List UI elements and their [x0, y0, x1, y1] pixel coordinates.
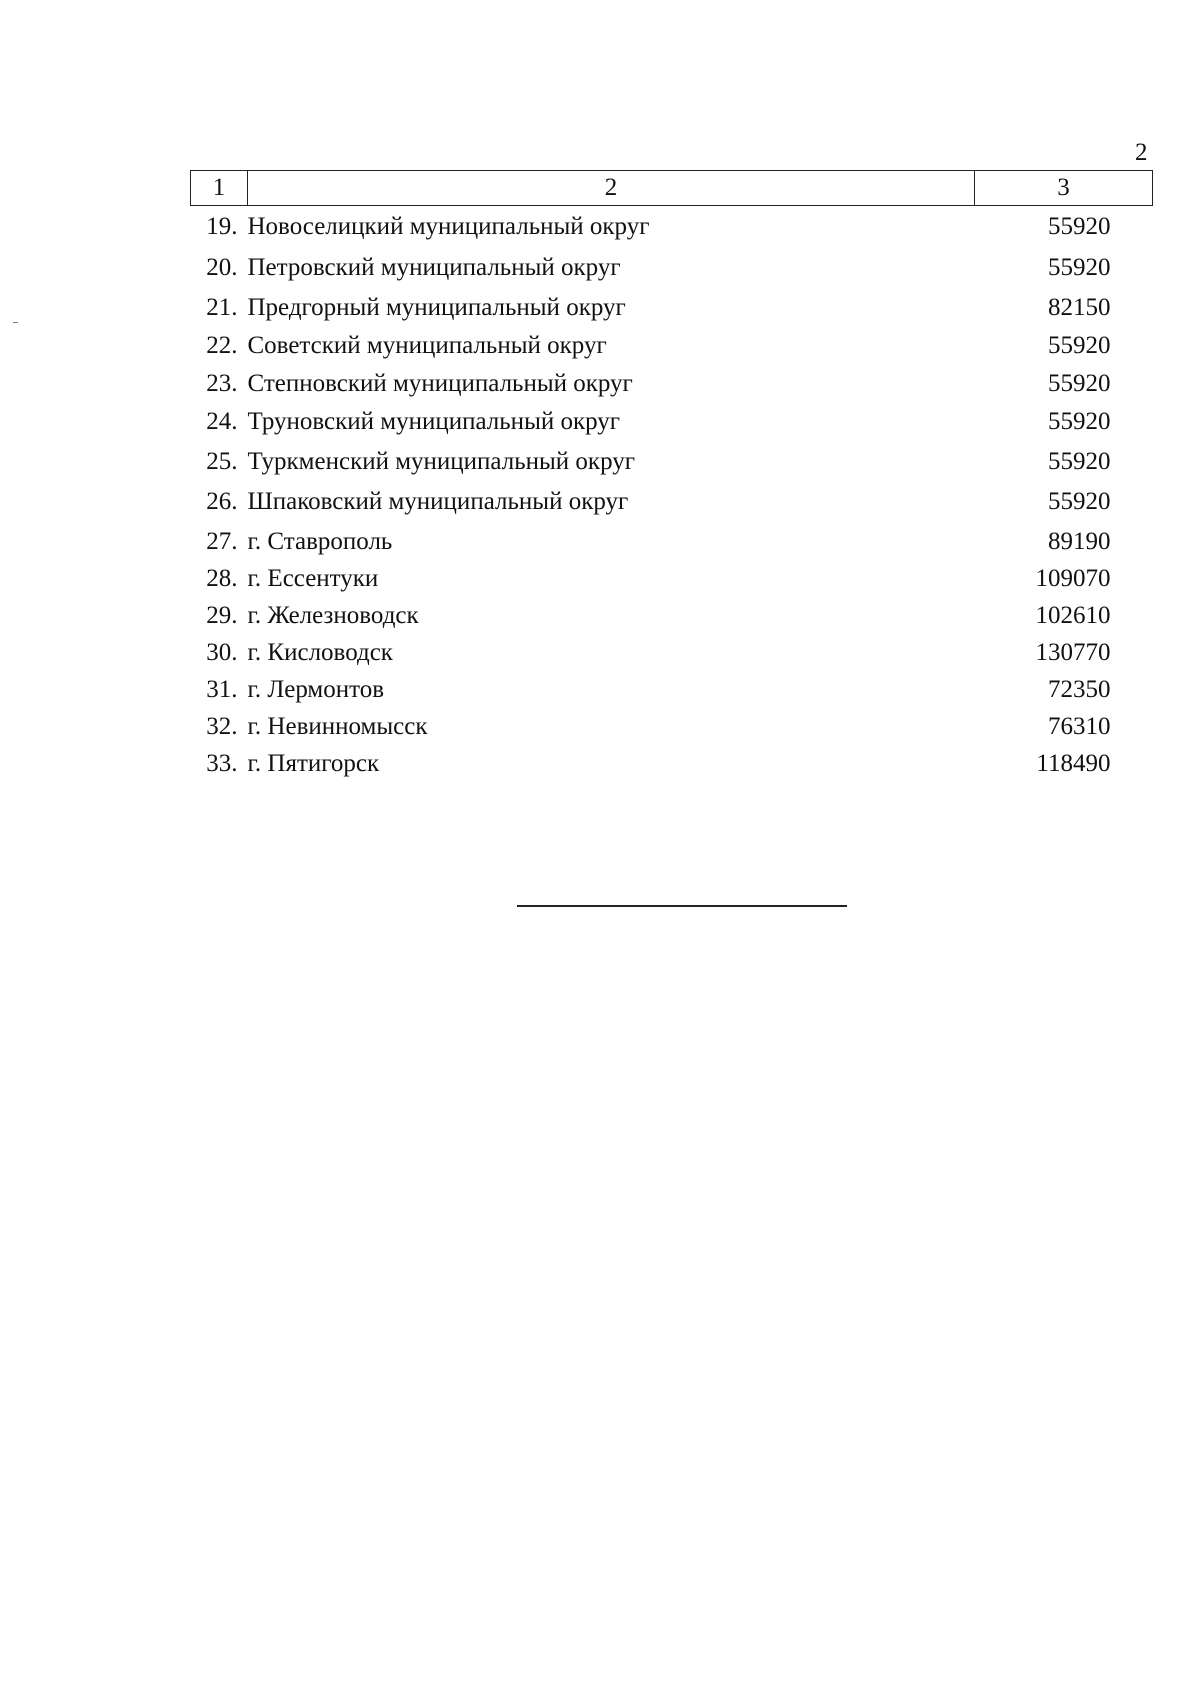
table-row: [191, 289, 1153, 327]
end-of-document-rule: [517, 905, 847, 907]
table-row: [191, 635, 1153, 672]
allocation-value: 102610: [1035, 602, 1111, 629]
header-col-2: 2: [248, 171, 975, 206]
row-number: 20.: [206, 254, 238, 281]
allocation-value: 109070: [1035, 565, 1111, 592]
allocation-value: 55920: [1048, 212, 1111, 240]
allocation-table: [190, 170, 1153, 783]
municipality-name: Туркменский муниципальный округ: [247, 447, 635, 475]
municipality-name: Новоселицкий муниципальный округ: [247, 212, 650, 240]
table-row: [191, 709, 1153, 746]
municipality-name: Шпаковский муниципальный округ: [247, 488, 629, 515]
row-number: 28.: [206, 565, 238, 592]
allocation-value: 118490: [1036, 750, 1111, 777]
municipality-name: г. Железноводск: [247, 602, 419, 629]
allocation-value: 82150: [1048, 293, 1111, 321]
allocation-value: 55920: [1048, 488, 1111, 515]
row-number: 19.: [206, 212, 238, 240]
allocation-value: 89190: [1048, 527, 1111, 555]
row-number: 24.: [206, 408, 238, 435]
allocation-value: 130770: [1035, 639, 1111, 666]
allocation-value: 72350: [1048, 676, 1111, 703]
row-number: 21.: [206, 293, 238, 321]
row-number: 32.: [206, 713, 238, 740]
table-row: [191, 248, 1153, 289]
table-row: [191, 482, 1153, 523]
municipality-name: Степновский муниципальный округ: [247, 369, 633, 397]
table-row: [191, 598, 1153, 635]
municipality-name: г. Кисловодск: [247, 639, 393, 666]
municipality-name: г. Пятигорск: [247, 750, 380, 777]
row-number: 26.: [206, 488, 238, 515]
table-row: [191, 327, 1153, 365]
table-row: [191, 442, 1153, 482]
allocation-value: 76310: [1048, 713, 1111, 740]
table-body: [191, 206, 1153, 783]
allocation-value: 55920: [1048, 369, 1111, 397]
table-row: [191, 365, 1153, 403]
municipality-name: Труновский муниципальный округ: [247, 408, 621, 435]
row-number: 27.: [206, 527, 238, 555]
municipality-name: Петровский муниципальный округ: [247, 254, 621, 281]
header-col-1: 1: [191, 171, 248, 206]
table-row: [191, 672, 1153, 709]
row-number: 29.: [206, 602, 238, 629]
allocation-value: 55920: [1048, 254, 1111, 281]
municipality-name: г. Ессентуки: [247, 565, 379, 592]
table-row: [191, 523, 1153, 561]
municipality-name: г. Лермонтов: [247, 676, 385, 703]
table-row: [191, 403, 1153, 442]
header-row: [191, 171, 1153, 206]
table-row: [191, 746, 1153, 783]
row-number: 22.: [206, 331, 238, 359]
table-row: [191, 206, 1153, 248]
municipality-name: Советский муниципальный округ: [247, 331, 607, 359]
municipality-name: Предгорный муниципальный округ: [247, 293, 626, 321]
row-number: 25.: [206, 447, 238, 475]
row-number: 33.: [206, 750, 238, 777]
allocation-value: 55920: [1048, 408, 1111, 435]
municipality-name: г. Ставрополь: [247, 527, 393, 555]
row-number: 23.: [206, 369, 238, 397]
page-number: 2: [1135, 139, 1148, 166]
header-col-3: 3: [975, 171, 1153, 206]
row-number: 30.: [206, 639, 238, 666]
table-header: [191, 171, 1153, 206]
row-number: 31.: [206, 676, 238, 703]
municipality-name: г. Невинномысск: [247, 713, 428, 740]
margin-mark: [13, 322, 18, 323]
table-row: [191, 561, 1153, 598]
allocation-value: 55920: [1048, 447, 1111, 475]
allocation-value: 55920: [1048, 331, 1111, 359]
